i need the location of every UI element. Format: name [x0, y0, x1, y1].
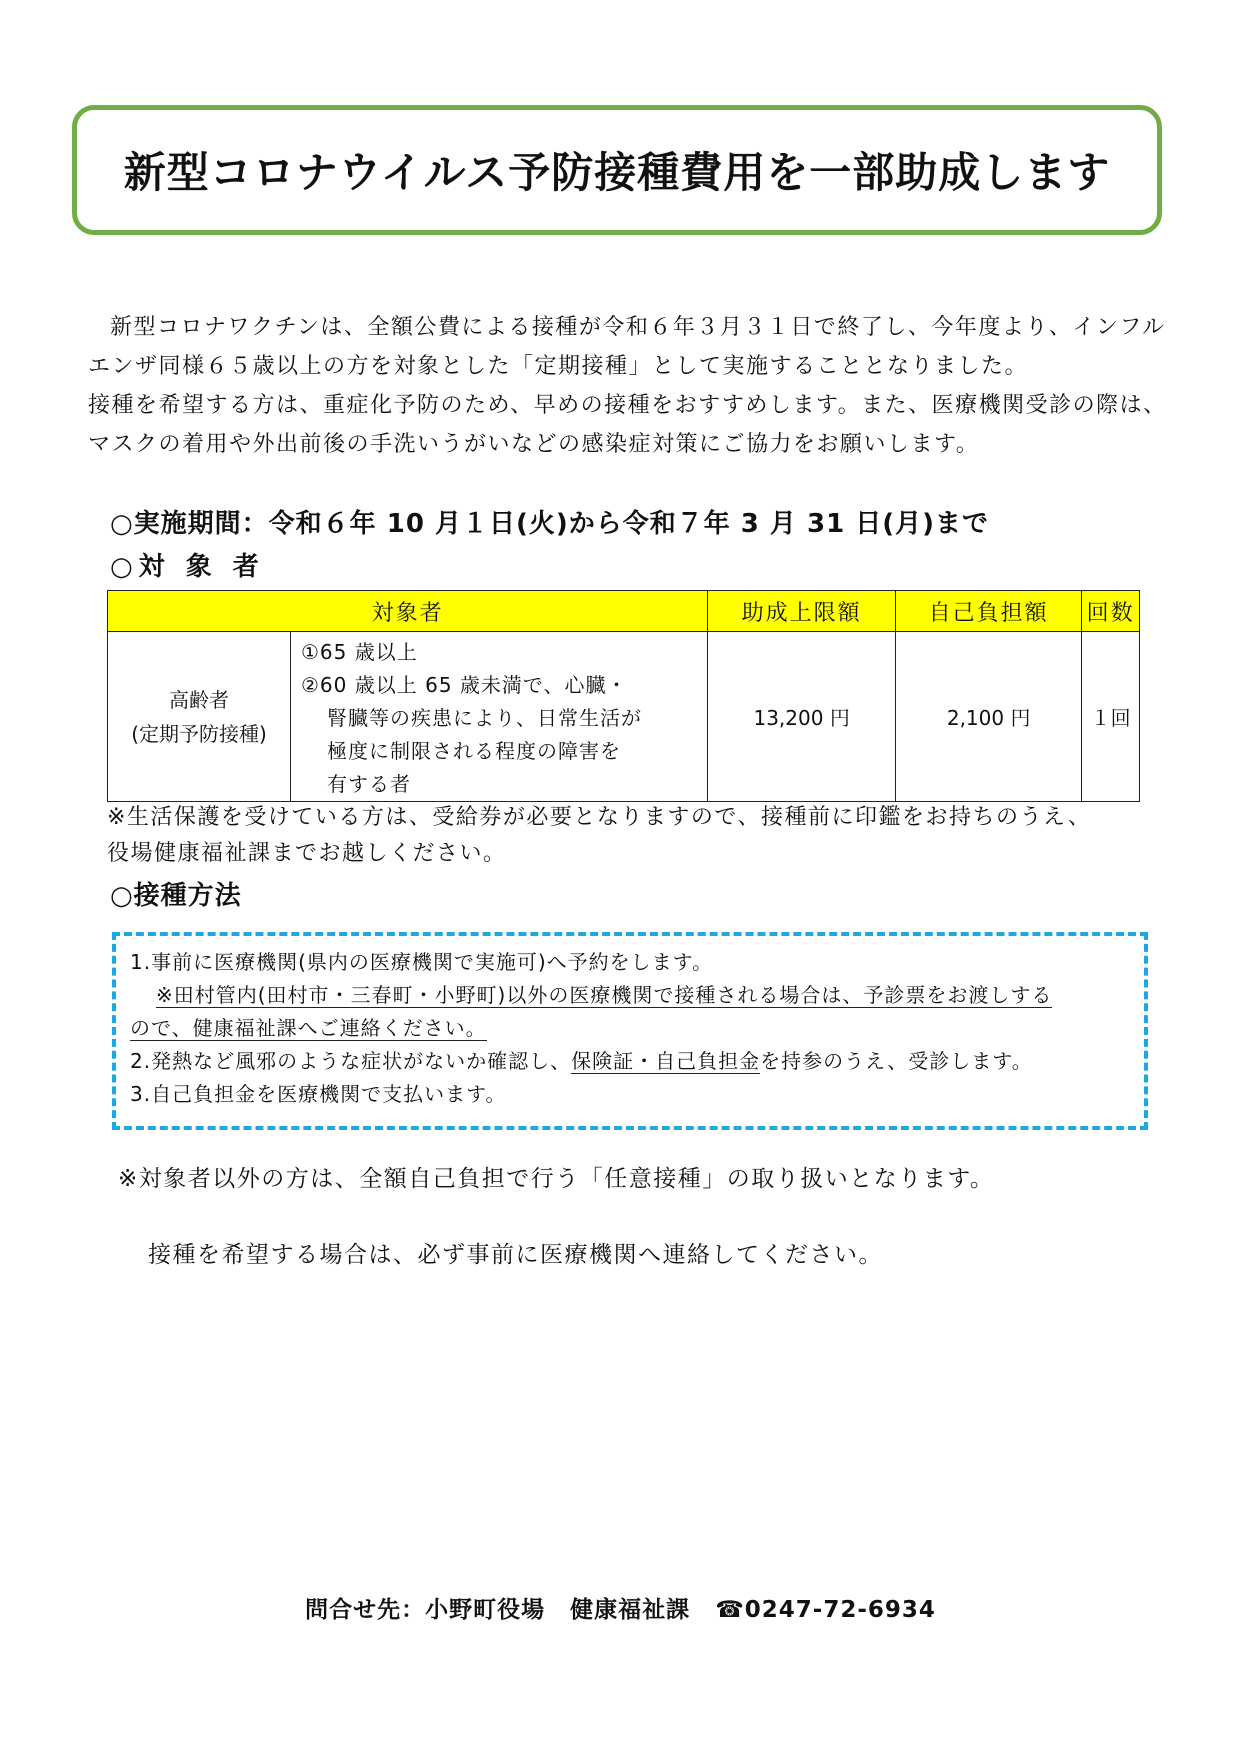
method-heading: ○接種方法: [110, 881, 242, 911]
step-2: [130, 1045, 1052, 1078]
title-box: [72, 105, 1162, 235]
welfare-note: [107, 800, 1091, 872]
target-heading: ○対 象 者: [110, 552, 265, 582]
welfare-note-line2: 役場健康福祉課までお越しください。: [107, 841, 507, 866]
condition-2-cont: 極度に制限される程度の障害を: [327, 739, 621, 763]
contact-phone: ☎0247-72-6934: [715, 1597, 936, 1623]
step-2-items: 保険証・自己負担金: [571, 1049, 761, 1073]
table-row: [108, 632, 1140, 802]
period-heading: ○実施期間：令和６年 10 月１日(火)から令和７年 3 月 31 日(月)まで: [110, 509, 989, 539]
intro-text: [88, 308, 1168, 464]
step-3: 3.自己負担金を医療機関で支払います。: [130, 1082, 507, 1106]
group-sublabel: (定期予防接種): [131, 721, 267, 746]
table-header-target: 対象者: [108, 591, 708, 632]
step-1-note: ※田村管内(田村市・三春町・小野町)以外の医療機関で接種される場合は、予診票をお渡しする: [156, 983, 1053, 1007]
request-note: 接種を希望する場合は、必ず事前に医療機関へ連絡してください。: [148, 1242, 883, 1268]
method-steps: [130, 946, 1052, 1111]
step-1-note-cont: ので、健康福祉課へご連絡ください。: [130, 1016, 487, 1040]
count-cell: １回: [1082, 632, 1140, 802]
subsidy-cell: 13,200 円: [708, 632, 896, 802]
contact-department: 健康福祉課: [570, 1597, 691, 1623]
condition-2-cont: 有する者: [327, 772, 411, 796]
page-title: 新型コロナウイルス予防接種費用を一部助成します: [123, 148, 1111, 197]
intro-paragraph-2: 接種を希望する方は、重症化予防のため、早めの接種をおすすめします。また、医療機関受診の際は、マスクの着用や外出前後の手洗いうがいなどの感染症対策にご協力をお願いします。: [88, 393, 1167, 457]
condition-2-cont: 腎臓等の疾患により、日常生活が: [327, 706, 642, 730]
condition-2: ②60 歳以上 65 歳未満で、心臓・: [301, 673, 628, 697]
welfare-note-line1: ※生活保護を受けている方は、受給券が必要となりますので、接種前に印鑑をお持ちのうえ、: [107, 805, 1092, 830]
table-header-row: [108, 591, 1140, 632]
contact-info: [0, 1591, 1241, 1624]
step-2-text: 2.発熱など風邪のような症状がないか確認し、: [130, 1049, 572, 1073]
table-header-subsidy: 助成上限額: [708, 591, 896, 632]
group-label: 高齢者: [169, 687, 229, 712]
target-table: [107, 590, 1140, 802]
step-1: 1.事前に医療機関(県内の医療機関で実施可)へ予約をします。: [130, 950, 714, 974]
copay-cell: 2,100 円: [896, 632, 1082, 802]
intro-paragraph-1: 新型コロナワクチンは、全額公費による接種が令和６年３月３１日で終了し、今年度より、インフルエンザ同様６５歳以上の方を対象とした「定期接種」として実施することとなりました。: [88, 315, 1166, 379]
table-header-copay: 自己負担額: [896, 591, 1082, 632]
step-2-text-end: を持参のうえ、受診します。: [760, 1049, 1033, 1073]
condition-cell: [291, 632, 708, 802]
contact-label: 問合せ先：小野町役場: [305, 1597, 546, 1623]
condition-1: ①65 歳以上: [301, 640, 418, 664]
table-header-count: 回数: [1082, 591, 1140, 632]
group-cell: [108, 632, 291, 802]
other-note: ※対象者以外の方は、全額自己負担で行う「任意接種」の取り扱いとなります。: [118, 1166, 995, 1192]
